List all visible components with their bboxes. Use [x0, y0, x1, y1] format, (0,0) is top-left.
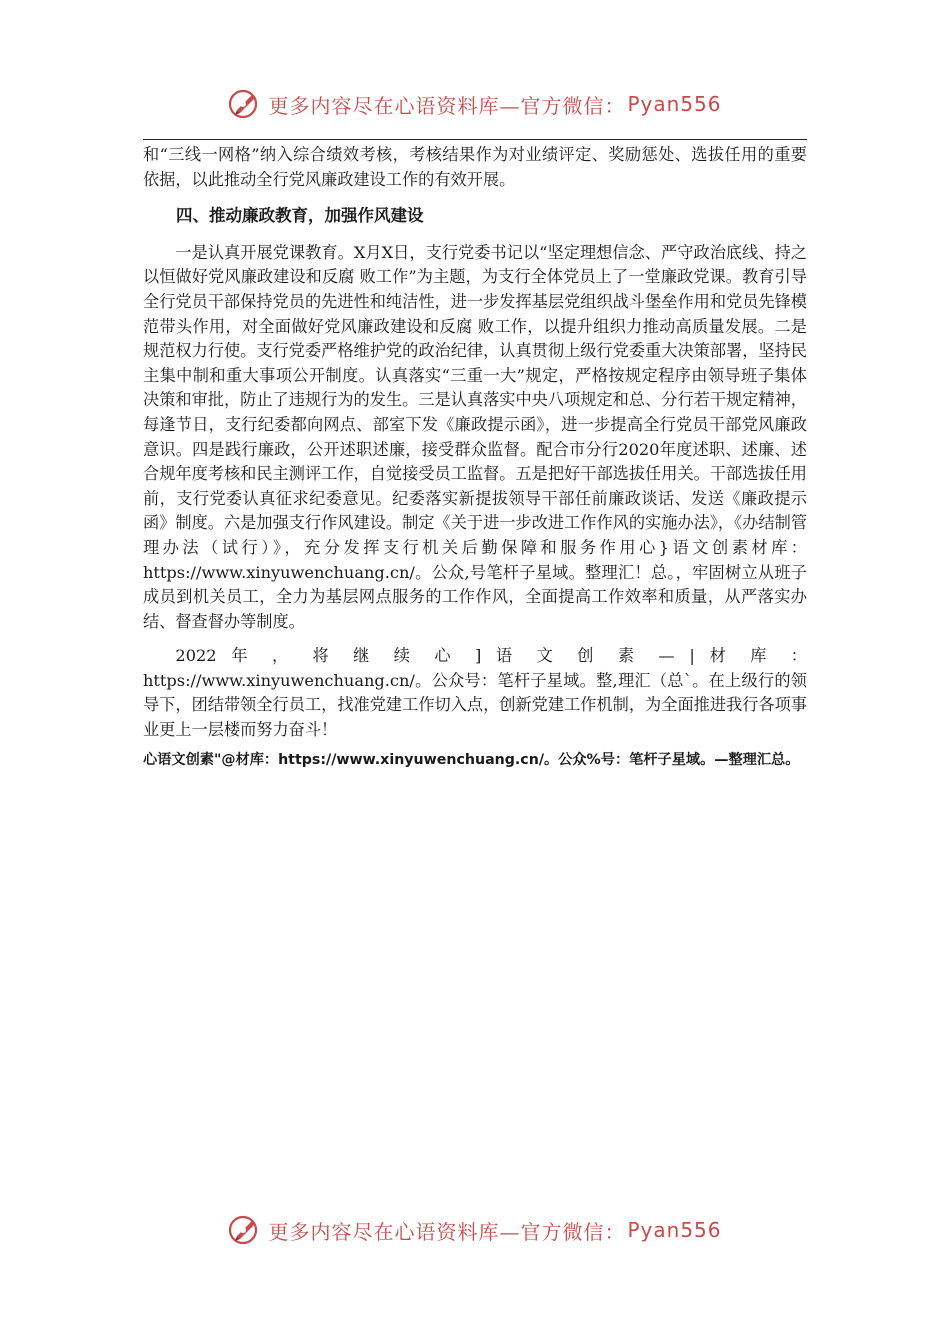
paragraph-continued: 和“三线一网格”纳入综合绩效考核，考核结果作为对业绩评定、奖励惩处、选拔任用的重要依据，以此推动全行党风廉政建设工作的有效开展。 [143, 145, 807, 189]
header-watermark [0, 84, 950, 124]
section-heading: 四、推动廉政教育，加强作风建设 [176, 206, 424, 226]
watermark-text: 更多内容尽在心语资料库—官方微信： [268, 93, 626, 118]
footer-watermark [0, 1210, 950, 1250]
pen-logo-icon [228, 1213, 262, 1247]
watermark-text: 更多内容尽在心语资料库—官方微信： [268, 1219, 626, 1244]
watermark-handle: Pyan556 [627, 92, 722, 116]
header-divider [143, 139, 807, 140]
watermark-handle: Pyan556 [627, 1218, 722, 1242]
document-body [143, 143, 807, 771]
footer-note: 心语文创素"@材库：https://www.xinyuwenchuang.cn/。公众%号：笔杆子星域。—整理汇总。 [143, 751, 800, 768]
paragraph-main: 一是认真开展党课教育。X月X日，支行党委书记以“坚定理想信念、严守政治底线、持之以恒做好党风廉政建设和反腐 败工作”为主题，为支行全体党员上了一堂廉政党课。教育引导全行党员干部保持党员的先进性和纯洁性，进一步发挥基层党组织战斗堡垒作用和党员先锋模范带头作用，对全面做好党风廉政建设和反腐 败工作，以提升组织力推动高质量发展。二是规范权力行使。支行党委严格维护党的政治纪律，认真贯彻上级行党委重大决策部署，坚持民主集中制和重大事项公开制度。认真落实“三重一大”规定，严格按规定程序由领导班子集体决策和审批，防止了违规行为的发生。三是认真落实中央八项规定和总、分行若干规定精神，每逢节日，支行纪委都向网点、部室下发《廉政提示函》，进一步提高全行党员干部党风廉政意识。四是践行廉政，公开述职述廉，接受群众监督。配合市分行2020年度述职、述廉、述合规年度考核和民主测评工作，自觉接受员工监督。五是把好干部选拔任用关。干部选拔任用前，支行党委认真征求纪委意见。纪委落实新提拔领导干部任前廉政谈话、发送《廉政提示函》制度。六是加强支行作风建设。制定《关于进一步改进工作作风的实施办法》，《办结制管理办法（试行）》，充分发挥支行机关后勤保障和服务作用心}语文创素材库：https://www.xinyuwenchuang.cn/。公众,号笔杆子星域。整理汇！总。，牢固树立从班子成员到机关员工，全力为基层网点服务的工作作风，全面提高工作效率和质量，从严落实办结、督查督办等制度。 [143, 242, 807, 631]
pen-logo-icon [228, 87, 262, 121]
paragraph-closing: 2022 年 ， 将 继 续 心 ] 语 文 创 素 — | 材 库 ： https://www.xinyuwenchuang.cn/。公众号：笔杆子星域。整,理汇（总`。在上级行的领导下，团结带领全行员工，找准党建工作切入点，创新党建工作机制，为全面推进我行各项事业更上一层楼而努力奋斗！ [143, 646, 807, 740]
